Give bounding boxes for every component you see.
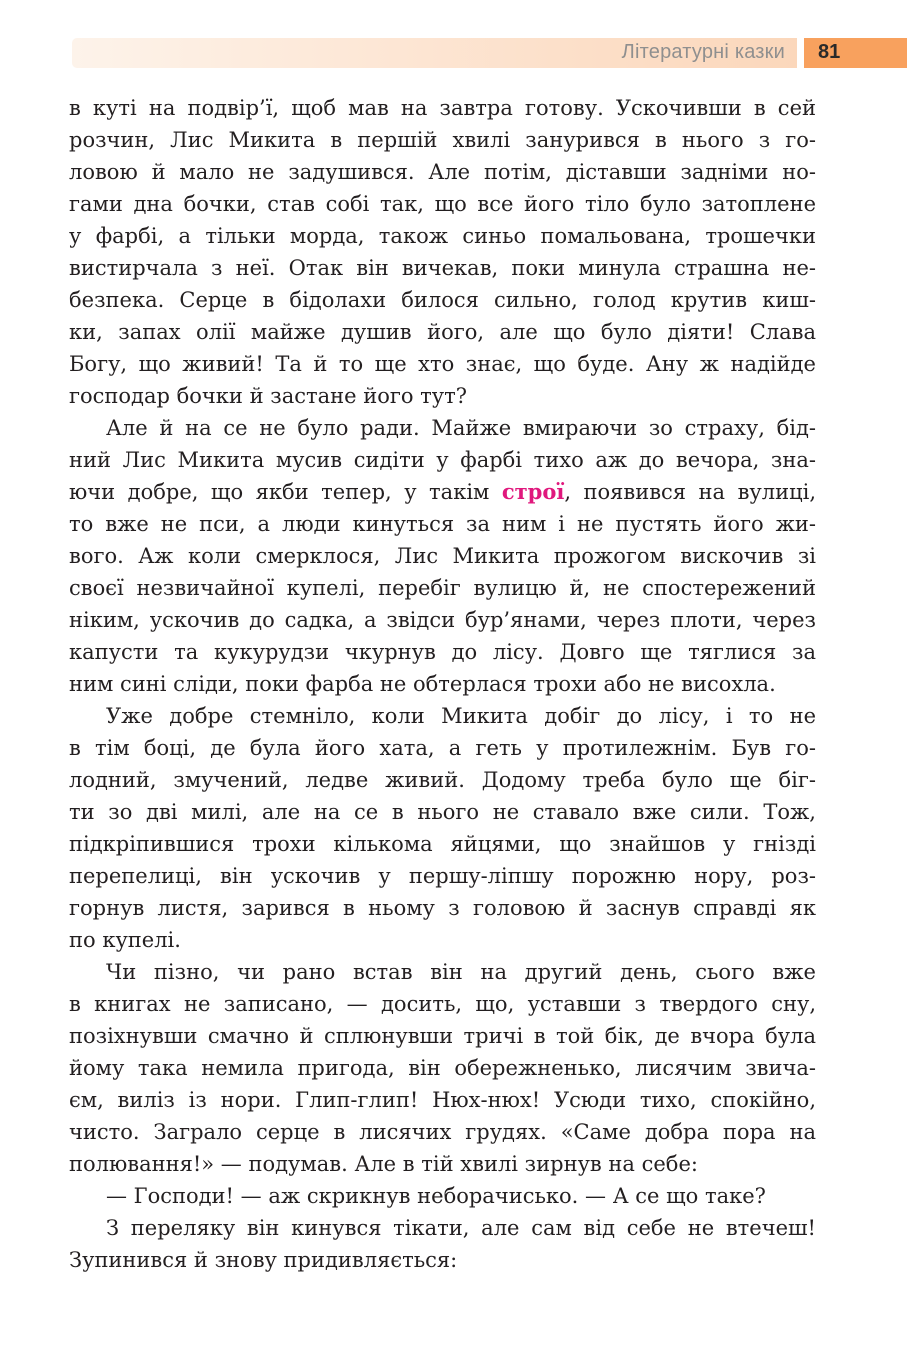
text-line: у фарбі, а тільки морда, також синьо помальована, трошечки [69,224,816,248]
paragraph [69,956,816,1180]
text-line: перепелиці, він ускочив у першу-ліпшу порожню нору, роз- [69,864,816,888]
text-line: в тім боці, де була його хата, а геть у протилежнім. Був го- [69,736,816,760]
text-line: розчин, Лис Микита в першій хвилі занурився в нього з го- [69,128,816,152]
text-line: позіхнувши смачно й сплюнувши тричі в той бік, де вчора була [69,1024,816,1048]
paragraph [69,92,816,412]
text-line: ки, запах олії майже душив його, але що було діяти! Слава [69,320,816,344]
text-line: гами дна бочки, став собі так, що все його тіло було затоплене [69,192,816,216]
text-line: єм, виліз із нори. Глип-глип! Нюх-нюх! Усюди тихо, спокійно, [69,1088,816,1112]
text-line: Уже добре стемніло, коли Микита добіг до лісу, і то не [106,704,816,728]
paragraph [69,700,816,956]
header-bar [72,38,797,68]
text-line [69,476,816,508]
page-number-box [804,38,907,68]
paragraph [69,412,816,700]
paragraph [69,1212,816,1276]
text-line: підкріпившися трохи кількома яйцями, що знайшов у гнізді [69,832,816,856]
text-line: Але й на се не було ради. Майже вмираючи зо страху, бід- [106,416,816,440]
body-text [69,92,816,1276]
paragraph [69,1180,816,1212]
glossary-term: строї [501,479,565,504]
section-title: Літературні казки [621,41,785,63]
text-line: вистирчала з неї. Отак він вичекав, поки минула страшна не- [69,256,816,280]
text-segment: , появився на вулиці, [564,480,816,504]
text-line: ний Лис Микита мусив сидіти у фарбі тихо аж до вечора, зна- [69,448,816,472]
text-line: безпека. Серце в бідолахи билося сильно, голод крутив киш- [69,288,816,312]
text-line: чисто. Заграло серце в лисячих грудях. «Саме добра пора на [69,1120,816,1144]
text-line: лодний, змучений, ледве живий. Додому треба було ще біг- [69,768,816,792]
text-line: Чи пізно, чи рано встав він на другий день, сього вже [106,960,816,984]
text-segment: ючи добре, що якби тепер, у такім [69,480,502,504]
running-header [72,38,907,68]
text-line: йому така немила пригода, він обережненько, лисячим звича- [69,1056,816,1080]
text-line: ти зо дві милі, але на се в нього не ставало вже сили. Тож, [69,800,816,824]
text-line: Зупинився й знову придивляється: [69,1248,458,1272]
text-line: полювання!» — подумав. Але в тій хвилі зирнув на себе: [69,1152,698,1176]
text-line: ніким, ускочив до садка, а звідси бур’янами, через плоти, через [69,608,816,632]
text-line: господар бочки й застане його тут? [69,384,468,408]
text-line: — Господи! — аж скрикнув неборачисько. — А се що таке? [106,1184,766,1208]
text-line: своєї незвичайної купелі, перебіг вулицю й, не спостережений [69,576,816,600]
text-line: горнув листя, зарився в ньому з головою й заснув справді як [69,896,816,920]
text-line: капусти та кукурудзи чкурнув до лісу. Довго ще тяглися за [69,640,816,664]
text-line: в куті на подвір’ї, щоб мав на завтра готову. Ускочивши в сей [69,96,816,120]
text-line: вого. Аж коли смерклося, Лис Микита прожогом вискочив зі [69,544,816,568]
page-number: 81 [818,41,841,63]
text-line: в книгах не записано, — досить, що, уставши з твердого сну, [69,992,816,1016]
text-line: по купелі. [69,928,181,952]
text-line: Богу, що живий! Та й то ще хто знає, що буде. Ану ж надійде [69,352,816,376]
text-line: ловою й мало не задушився. Але потім, діставши задніми но- [69,160,816,184]
text-line: то вже не пси, а люди кинуться за ним і не пустять його жи- [69,512,816,536]
text-line: З переляку він кинувся тікати, але сам від себе не втечеш! [106,1216,816,1240]
text-line: ним сині сліди, поки фарба не обтерлася трохи або не висохла. [69,672,776,696]
